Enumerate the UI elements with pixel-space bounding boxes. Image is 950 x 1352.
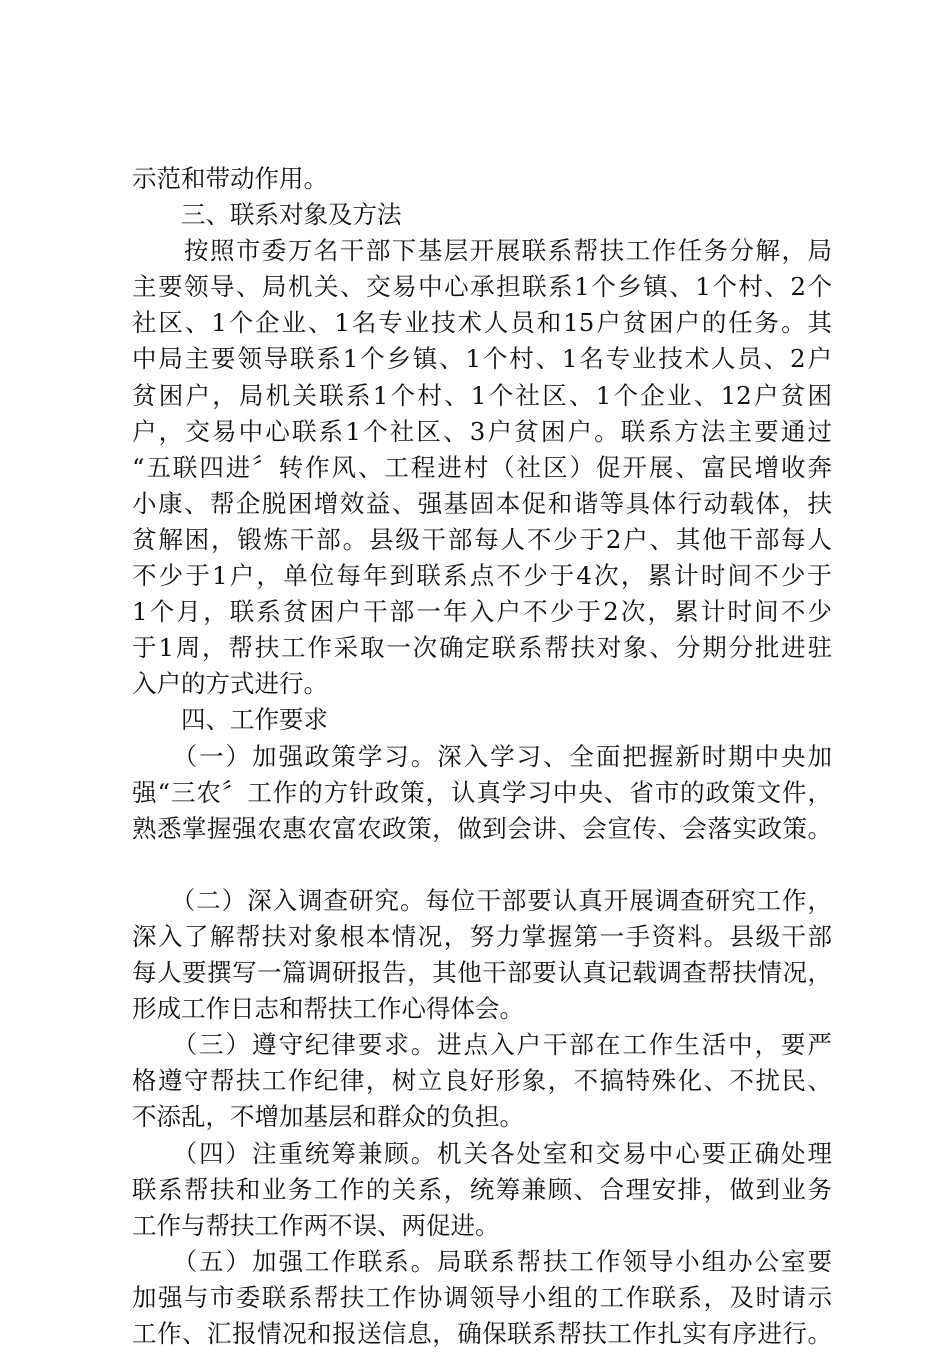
document-line: 于1周，帮扶工作采取一次确定联系帮扶对象、分期分批进驻 [132, 633, 832, 663]
document-line: 每人要撰写一篇调研报告，其他干部要认真记载调查帮扶情况， [132, 958, 832, 988]
document-line: 加强与市委联系帮扶工作协调领导小组的工作联系，及时请示 [132, 1282, 832, 1312]
document-line: 不添乱，不增加基层和群众的负担。 [132, 1102, 524, 1132]
document-line: （三）遵守纪律要求。进点入户干部在工作生活中，要严 [132, 1030, 832, 1060]
document-line: 示范和带动作用。 [132, 164, 328, 193]
document-line: 社区、1个企业、1名专业技术人员和15户贫困户的任务。其 [132, 308, 832, 338]
document-line: 四、工作要求 [132, 705, 328, 735]
document-line: 入户的方式进行。 [132, 669, 328, 699]
document-line: 不少于1户，单位每年到联系点不少于4次，累计时间不少于 [132, 561, 832, 591]
document-line: 强“三农〞工作的方针政策，认真学习中央、省市的政策文件， [132, 777, 832, 807]
paragraph-gap [132, 847, 832, 883]
document-line: 工作、汇报情况和报送信息，确保联系帮扶工作扎实有序进行。 [132, 1319, 832, 1348]
document-line: 工作与帮扶工作两不误、两促进。 [132, 1210, 500, 1240]
document-line: 按照市委万名干部下基层开展联系帮扶工作任务分解，局 [132, 236, 832, 266]
document-line: 中局主要领导联系1个乡镇、1个村、1名专业技术人员、2户 [132, 344, 832, 374]
document-line: 三、联系对象及方法 [132, 200, 402, 230]
document-line: 联系帮扶和业务工作的关系，统筹兼顾、合理安排，做到业务 [132, 1174, 832, 1204]
document-line: （一）加强政策学习。深入学习、全面把握新时期中央加 [132, 741, 832, 771]
document-line: （四）注重统筹兼顾。机关各处室和交易中心要正确处理 [132, 1138, 832, 1168]
document-line: 主要领导、局机关、交易中心承担联系1个乡镇、1个村、2个 [132, 272, 832, 302]
document-line: “五联四进〞转作风、工程进村（社区）促开展、富民增收奔 [132, 452, 832, 482]
document-line: 1个月，联系贫困户干部一年入户不少于2次，累计时间不少 [132, 597, 832, 627]
document-line: （五）加强工作联系。局联系帮扶工作领导小组办公室要 [132, 1246, 832, 1276]
document-line: 小康、帮企脱困增效益、强基固本促和谐等具体行动载体，扶 [132, 488, 832, 518]
document-line: 形成工作日志和帮扶工作心得体会。 [132, 994, 524, 1024]
document-body [132, 161, 832, 1352]
document-line: 贫困户，局机关联系1个村、1个社区、1个企业、12户贫困 [132, 380, 832, 410]
document-line: 深入了解帮扶对象根本情况，努力掌握第一手资料。县级干部 [132, 921, 832, 951]
document-line: 格遵守帮扶工作纪律，树立良好形象，不搞特殊化、不扰民、 [132, 1066, 832, 1096]
document-line: 熟悉掌握强农惠农富农政策，做到会讲、会宣传、会落实政策。 [132, 813, 832, 843]
document-line: 贫解困，锻炼干部。县级干部每人不少于2户、其他干部每人 [132, 524, 832, 554]
document-line: （二）深入调查研究。每位干部要认真开展调查研究工作， [132, 885, 832, 915]
document-line: 户，交易中心联系1个社区、3户贫困户。联系方法主要通过 [132, 416, 832, 446]
